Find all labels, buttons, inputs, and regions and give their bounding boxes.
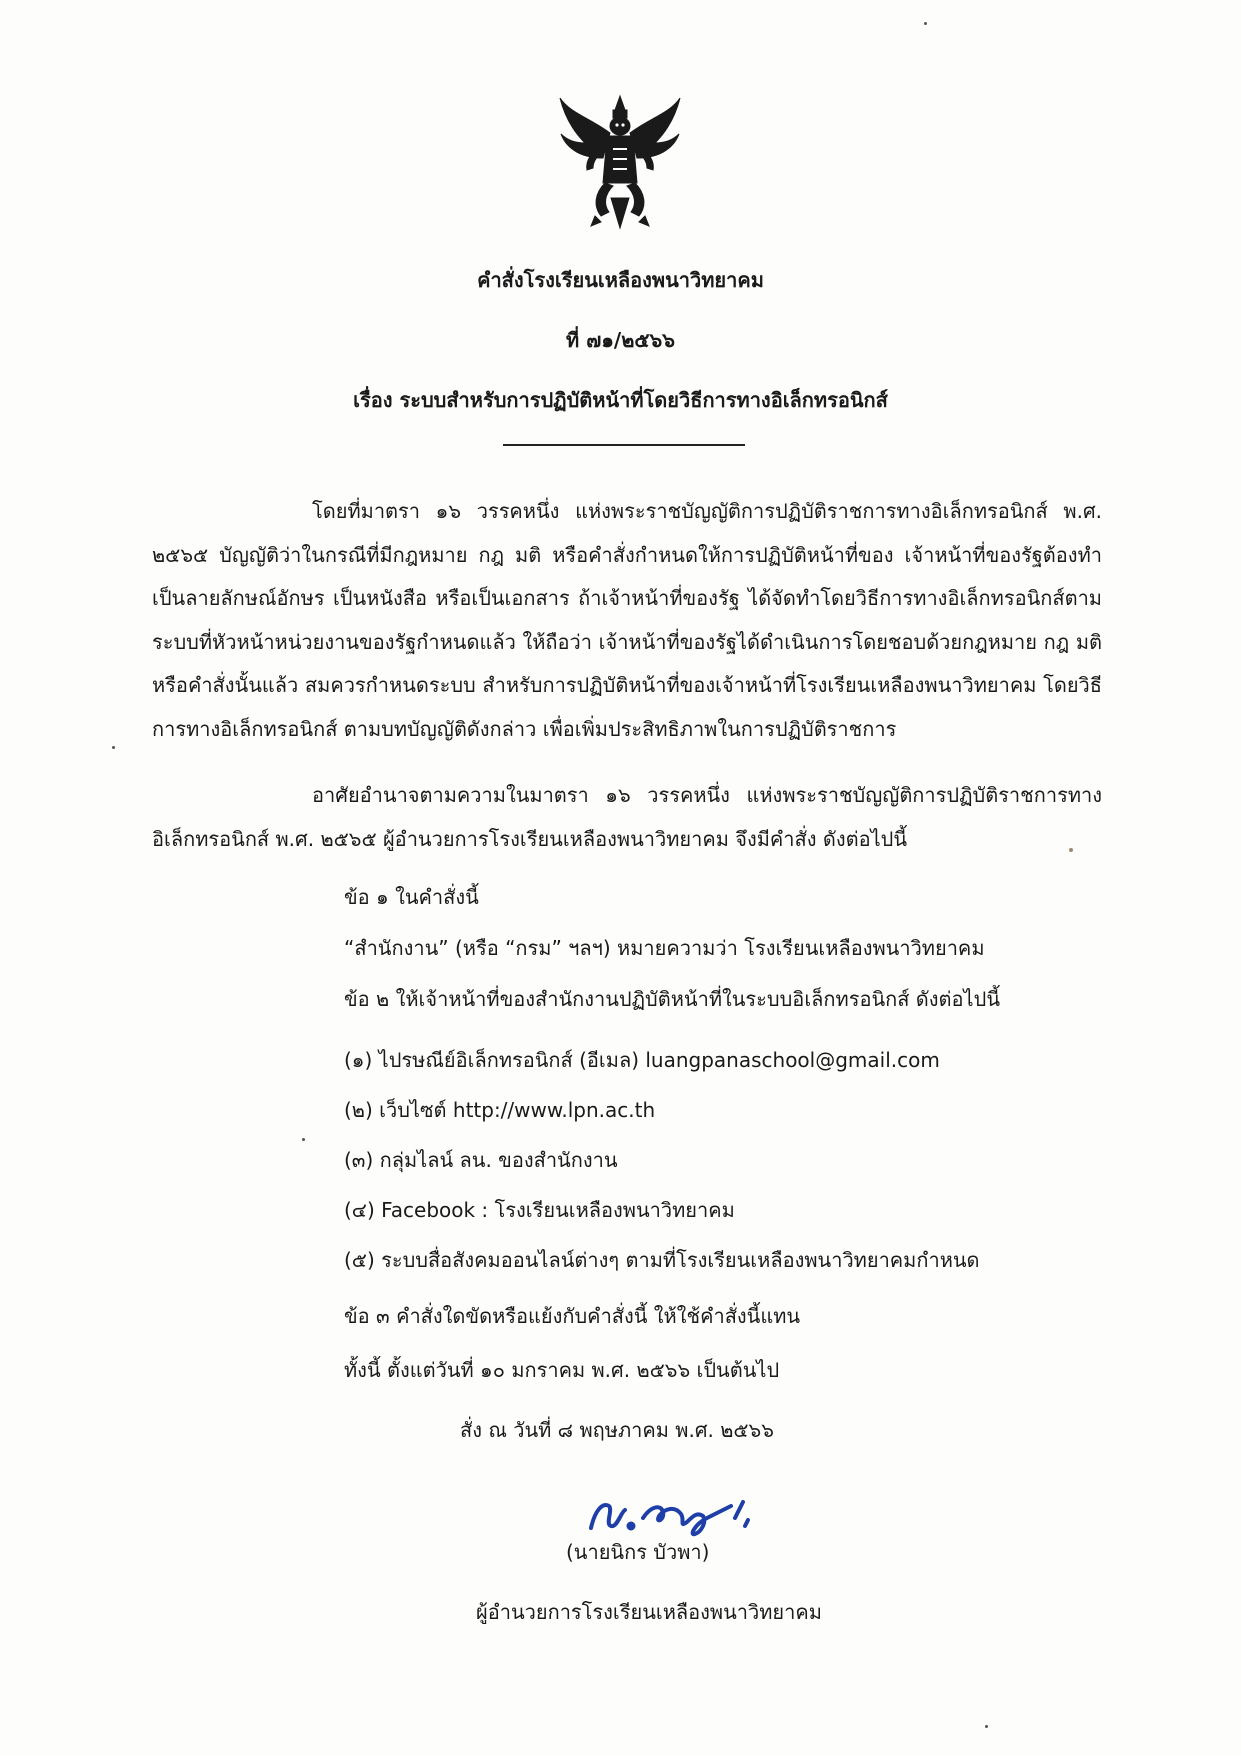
channel-facebook: (๔) Facebook : โรงเรียนเหลืองพนาวิทยาคม (344, 1198, 735, 1222)
paragraph-preamble-text: โดยที่มาตรา ๑๖ วรรคหนึ่ง แห่งพระราชบัญญัติการปฏิบัติราชการทางอิเล็กทรอนิกส์ พ.ศ. ๒๕๖๕ บัญญัติว่าในกรณีที่มีกฎหมาย กฎ มติ หรือคำสั่งกำหนดให้การปฏิบัติหน้าที่ของ เจ้าหน้าที่ของรัฐต้องทำเป็นลายลักษณ์อักษร เป็นหนังสือ หรือเป็นเอกสาร ถ้าเจ้าหน้าที่ของรัฐ ได้จัดทำโดยวิธีการทางอิเล็กทรอนิกส์ตามระบบที่หัวหน้าหน่วยงานของรัฐกำหนดแล้ว ให้ถือว่า เจ้าหน้าที่ของรัฐได้ดำเนินการโดยชอบด้วยกฎหมาย กฎ มติ หรือคำสั่งนั้นแล้ว สมควรกำหนดระบบ สำหรับการปฏิบัติหน้าที่ของเจ้าหน้าที่โรงเรียนเหลืองพนาวิทยาคม โดยวิธีการทางอิเล็กทรอนิกส์ ตามบทบัญญัติดังกล่าว เพื่อเพิ่มประสิทธิภาพในการปฏิบัติราชการ (152, 499, 1102, 741)
clause-2: ข้อ ๒ ให้เจ้าหน้าที่ของสำนักงานปฏิบัติหน้าที่ในระบบอิเล็กทรอนิกส์ ดังต่อไปนี้ (344, 987, 1000, 1011)
clause-3: ข้อ ๓ คำสั่งใดขัดหรือแย้งกับคำสั่งนี้ ให้ใช้คำสั่งนี้แทน (344, 1304, 801, 1328)
clause-1: ข้อ ๑ ในคำสั่งนี้ (344, 885, 479, 909)
scan-speck (924, 22, 927, 25)
paragraph-authority-text: อาศัยอำนาจตามความในมาตรา ๑๖ วรรคหนึ่ง แห่งพระราชบัญญัติการปฏิบัติราชการทางอิเล็กทรอนิกส์ พ.ศ. ๒๕๖๕ ผู้อำนวยการโรงเรียนเหลืองพนาวิทยาคม จึงมีคำสั่ง ดังต่อไปนี้ (152, 783, 1102, 851)
paragraph-authority (152, 774, 1102, 861)
effective-date: ทั้งนี้ ตั้งแต่วันที่ ๑๐ มกราคม พ.ศ. ๒๕๖๖ เป็นต้นไป (344, 1358, 780, 1382)
definition-line: “สำนักงาน” (หรือ “กรม” ฯลฯ) หมายความว่า โรงเรียนเหลืองพนาวิทยาคม (344, 936, 985, 960)
scan-speck (112, 746, 115, 749)
scan-speck (985, 1725, 988, 1728)
handwritten-signature (585, 1488, 760, 1540)
divider-rule (503, 444, 745, 446)
channel-line-group: (๓) กลุ่มไลน์ ลน. ของสำนักงาน (344, 1148, 618, 1172)
ordered-date: สั่ง ณ วันที่ ๘ พฤษภาคม พ.ศ. ๒๕๖๖ (460, 1418, 774, 1442)
order-number: ที่ ๗๑/๒๕๖๖ (566, 328, 675, 352)
signer-position: ผู้อำนวยการโรงเรียนเหลืองพนาวิทยาคม (476, 1600, 822, 1624)
order-title: คำสั่งโรงเรียนเหลืองพนาวิทยาคม (477, 268, 764, 292)
signer-name: (นายนิกร บัวพา) (566, 1540, 710, 1564)
scan-speck (1069, 848, 1073, 852)
channel-website: (๒) เว็บไซต์ http://www.lpn.ac.th (344, 1098, 656, 1122)
paragraph-preamble (152, 490, 1102, 751)
channel-email: (๑) ไปรษณีย์อิเล็กทรอนิกส์ (อีเมล) luangpanaschool@gmail.com (344, 1048, 940, 1072)
channel-social-media: (๕) ระบบสื่อสังคมออนไลน์ต่างๆ ตามที่โรงเรียนเหลืองพนาวิทยาคมกำหนด (344, 1248, 980, 1272)
scan-speck (302, 1138, 305, 1141)
garuda-emblem-icon (555, 88, 685, 233)
order-subject: เรื่อง ระบบสำหรับการปฏิบัติหน้าที่โดยวิธีการทางอิเล็กทรอนิกส์ (353, 388, 888, 412)
